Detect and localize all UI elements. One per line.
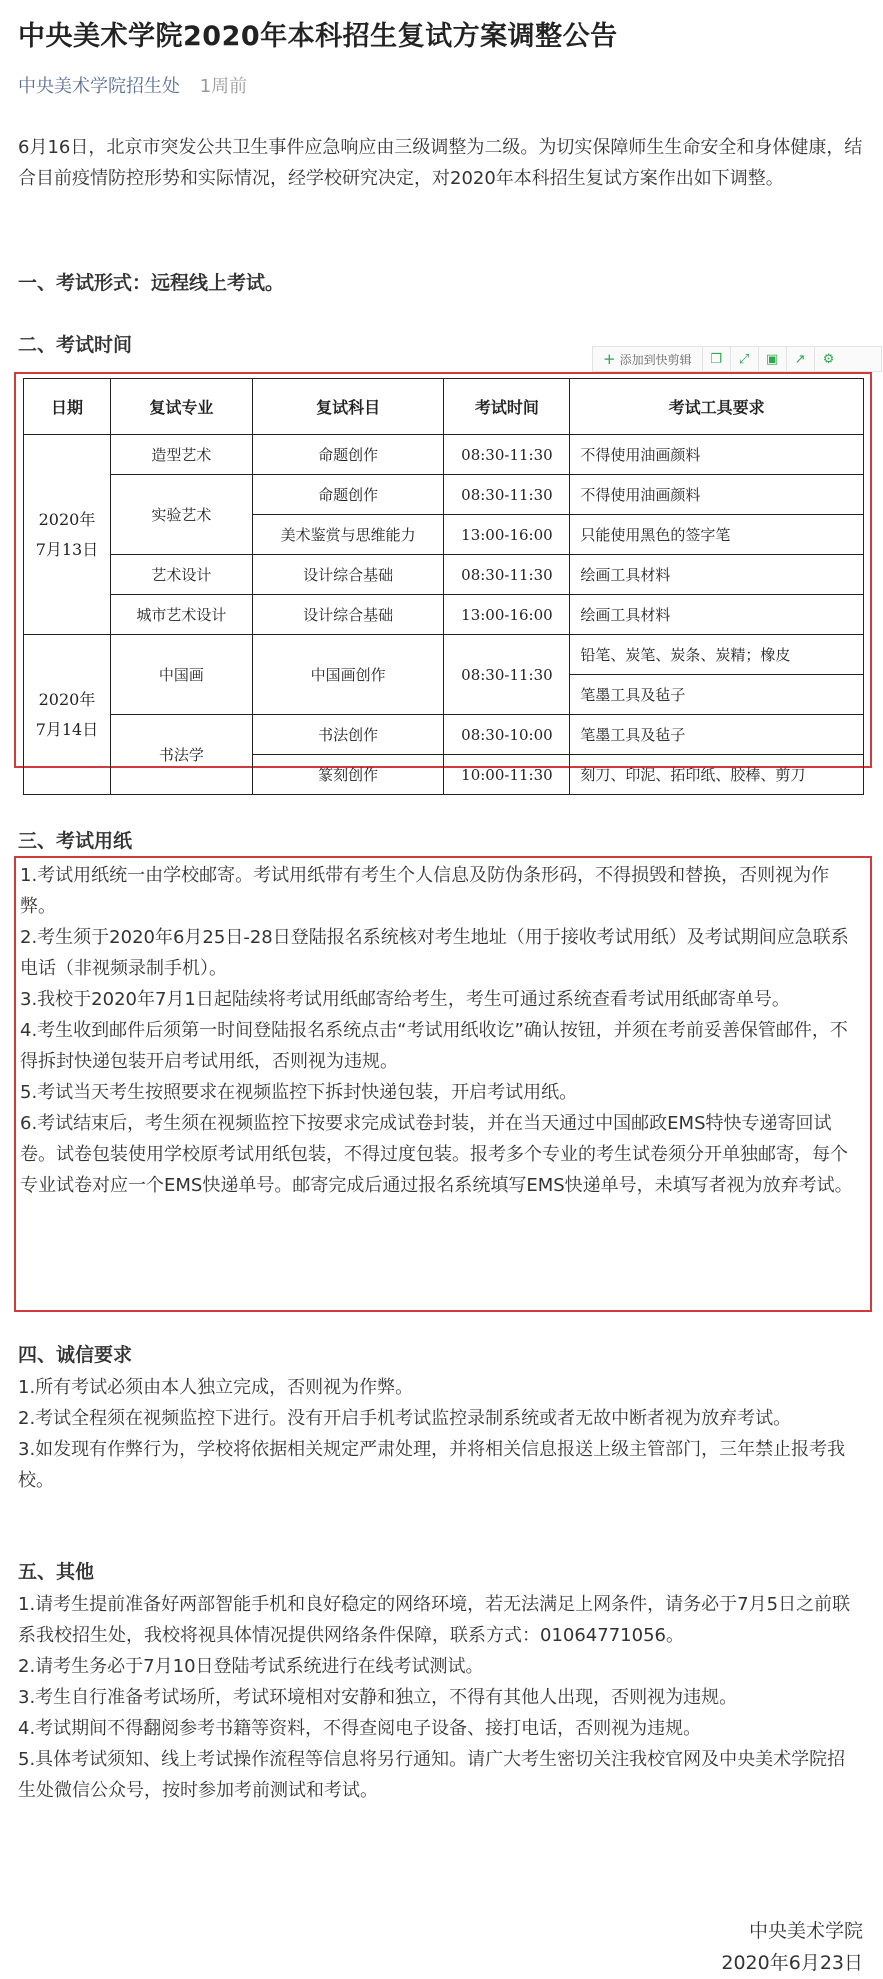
header-major: 复试专业 bbox=[110, 379, 252, 435]
expand-icon[interactable]: ⤢ bbox=[731, 347, 759, 371]
major-cell: 书法学 bbox=[110, 715, 252, 795]
article-title: 中央美术学院2020年本科招生复试方案调整公告 bbox=[18, 21, 618, 52]
list-item: 1.请考生提前准备好两部智能手机和良好稳定的网络环境，若无法满足上网条件，请务必于7月5日之前联系我校招生处，我校将视具体情况提供网络条件保障，联系方式：01064771056。 bbox=[18, 1594, 851, 1646]
save-icon[interactable]: ▣ bbox=[759, 347, 787, 371]
tool-cell: 刻刀、印泥、拓印纸、胶棒、剪刀 bbox=[570, 755, 864, 795]
tool-cell: 绘画工具材料 bbox=[570, 595, 864, 635]
major-cell: 实验艺术 bbox=[110, 475, 252, 555]
subject-cell: 书法创作 bbox=[252, 715, 444, 755]
header-date: 日期 bbox=[24, 379, 111, 435]
tool-cell: 只能使用黑色的签字笔 bbox=[570, 515, 864, 555]
list-item: 1.考试用纸统一由学校邮寄。考试用纸带有考生个人信息及防伪条形码，不得损毁和替换，否则视为作弊。 bbox=[20, 865, 830, 917]
article-meta bbox=[18, 72, 247, 98]
subject-cell: 设计综合基础 bbox=[252, 555, 444, 595]
list-item: 2.考试全程须在视频监控下进行。没有开启手机考试监控录制系统或者无故中断者视为放弃考试。 bbox=[18, 1408, 792, 1429]
major-cell: 城市艺术设计 bbox=[110, 595, 252, 635]
list-item: 3.如发现有作弊行为，学校将依据相关规定严肃处理，并将相关信息报送上级主管部门，三年禁止报考我校。 bbox=[18, 1439, 846, 1491]
time-cell: 08:30-11:30 bbox=[444, 475, 570, 515]
settings-icon[interactable]: ⚙ bbox=[822, 351, 835, 367]
table-header-row bbox=[24, 379, 864, 435]
time-cell: 10:00-11:30 bbox=[444, 755, 570, 795]
list-item: 1.所有考试必须由本人独立完成，否则视为作弊。 bbox=[18, 1377, 414, 1398]
date-cell: 2020年 7月13日 bbox=[24, 435, 111, 635]
header-time: 考试时间 bbox=[444, 379, 570, 435]
section3-heading: 三、考试用纸 bbox=[18, 830, 133, 852]
list-item: 2.请考生务必于7月10日登陆考试系统进行在线考试测试。 bbox=[18, 1656, 484, 1677]
table-row bbox=[24, 595, 864, 635]
section2-heading: 二、考试时间 bbox=[18, 334, 133, 356]
major-cell: 中国画 bbox=[110, 635, 252, 715]
subject-cell: 设计综合基础 bbox=[252, 595, 444, 635]
time-cell: 08:30-11:30 bbox=[444, 435, 570, 475]
section1-heading: 一、考试形式：远程线上考试。 bbox=[18, 272, 285, 294]
date-cell: 2020年 7月14日 bbox=[24, 635, 111, 795]
subject-cell: 篆刻创作 bbox=[252, 755, 444, 795]
add-to-clip-label: 添加到快剪辑 bbox=[619, 352, 692, 367]
tool-cell: 铅笔、炭笔、炭条、炭精；橡皮 bbox=[570, 635, 864, 675]
table-row bbox=[24, 435, 864, 475]
list-item: 3.我校于2020年7月1日起陆续将考试用纸邮寄给考生，考生可通过系统查看考试用纸邮寄单号。 bbox=[20, 989, 790, 1010]
header-subject: 复试科目 bbox=[252, 379, 444, 435]
tool-cell: 笔墨工具及毡子 bbox=[570, 675, 864, 715]
list-item: 6.考试结束后，考生须在视频监控下按要求完成试卷封装，并在当天通过中国邮政EMS特快专递寄回试卷。试卷包装使用学校原考试用纸包装，不得过度包装。报考多个专业的考生试卷须分开单独邮寄，每个专业试卷对应一个EMS快递单号。邮寄完成后通过报名系统填写EMS快递单号，未填写者视为放弃考试。 bbox=[20, 1113, 853, 1196]
subject-cell: 命题创作 bbox=[252, 475, 444, 515]
share-icon[interactable]: ↗ bbox=[787, 347, 815, 371]
table-row bbox=[24, 635, 864, 675]
signature-date: 2020年6月23日 bbox=[721, 1952, 863, 1974]
list-item: 4.考试期间不得翻阅参考书籍等资料，不得查阅电子设备、接打电话，否则视为违规。 bbox=[18, 1718, 702, 1739]
section4-list bbox=[18, 1372, 863, 1496]
list-item: 2.考生须于2020年6月25日-28日登陆报名系统核对考生地址（用于接收考试用纸）及考试期间应急联系电话（非视频录制手机）。 bbox=[20, 927, 849, 979]
table-row bbox=[24, 555, 864, 595]
image-toolbar bbox=[592, 346, 882, 372]
add-to-clip-button[interactable] bbox=[593, 347, 703, 371]
tool-cell: 不得使用油画颜料 bbox=[570, 435, 864, 475]
list-item: 5.具体考试须知、线上考试操作流程等信息将另行通知。请广大考生密切关注我校官网及中央美术学院招生处微信公众号，按时参加考前测试和考试。 bbox=[18, 1749, 846, 1801]
header-tools: 考试工具要求 bbox=[570, 379, 864, 435]
list-item: 4.考生收到邮件后须第一时间登陆报名系统点击“考试用纸收讫”确认按钮，并须在考前妥善保管邮件，不得拆封快递包装开启考试用纸，否则视为违规。 bbox=[20, 1020, 848, 1072]
time-cell: 08:30-10:00 bbox=[444, 715, 570, 755]
section4-heading: 四、诚信要求 bbox=[18, 1344, 133, 1366]
plus-icon: + bbox=[603, 350, 616, 368]
time-cell: 13:00-16:00 bbox=[444, 595, 570, 635]
subject-cell: 命题创作 bbox=[252, 435, 444, 475]
time-cell: 08:30-11:30 bbox=[444, 635, 570, 715]
source-link[interactable]: 中央美术学院招生处 bbox=[18, 76, 180, 97]
table-row bbox=[24, 715, 864, 755]
time-cell: 13:00-16:00 bbox=[444, 515, 570, 555]
major-cell: 艺术设计 bbox=[110, 555, 252, 595]
exam-schedule-table bbox=[23, 378, 864, 795]
intro-paragraph: 6月16日，北京市突发公共卫生事件应急响应由三级调整为二级。为切实保障师生生命安全和身体健康，结合目前疫情防控形势和实际情况，经学校研究决定，对2020年本科招生复试方案作出如下调整。 bbox=[18, 137, 863, 189]
list-item: 5.考试当天考生按照要求在视频监控下拆封快递包装，开启考试用纸。 bbox=[20, 1082, 578, 1103]
tool-cell: 不得使用油画颜料 bbox=[570, 475, 864, 515]
tool-cell: 笔墨工具及毡子 bbox=[570, 715, 864, 755]
table-row bbox=[24, 475, 864, 515]
subject-cell: 中国画创作 bbox=[252, 635, 444, 715]
publish-time: 1周前 bbox=[199, 76, 248, 97]
section3-list bbox=[20, 860, 860, 1201]
signature-org: 中央美术学院 bbox=[748, 1920, 863, 1942]
section5-list bbox=[18, 1589, 863, 1806]
section5-heading: 五、其他 bbox=[18, 1561, 95, 1583]
list-item: 3.考生自行准备考试场所，考试环境相对安静和独立，不得有其他人出现，否则视为违规。 bbox=[18, 1687, 738, 1708]
time-cell: 08:30-11:30 bbox=[444, 555, 570, 595]
major-cell: 造型艺术 bbox=[110, 435, 252, 475]
subject-cell: 美术鉴赏与思维能力 bbox=[252, 515, 444, 555]
tool-cell: 绘画工具材料 bbox=[570, 555, 864, 595]
copy-icon[interactable]: ❐ bbox=[703, 347, 731, 371]
